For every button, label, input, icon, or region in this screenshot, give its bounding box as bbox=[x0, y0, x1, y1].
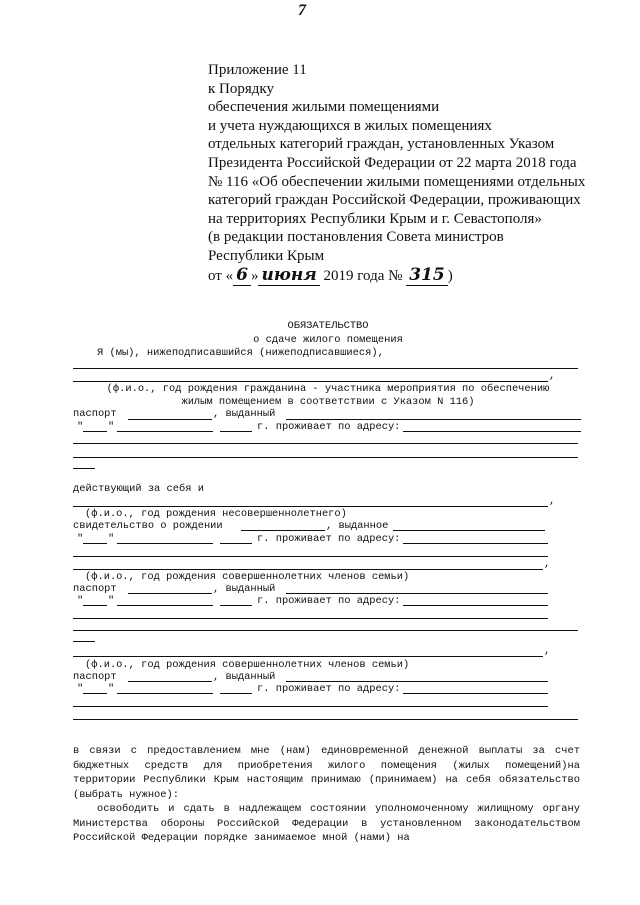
day-field[interactable] bbox=[83, 431, 107, 432]
birth-certificate-label: свидетельство о рождении bbox=[73, 520, 223, 532]
handwritten-day: 6 bbox=[233, 265, 251, 286]
passport-label: паспорт bbox=[73, 583, 117, 595]
appendix-line: к Порядку bbox=[208, 80, 274, 97]
resides-label: г. проживает по адресу: bbox=[257, 421, 401, 433]
passport-number-field[interactable] bbox=[128, 593, 212, 594]
certificate-number-field[interactable] bbox=[241, 530, 325, 531]
address-field[interactable] bbox=[403, 605, 548, 606]
day-field[interactable] bbox=[83, 605, 107, 606]
appendix-line: на территориях Республики Крым и г. Севастополя» bbox=[208, 210, 542, 227]
comma: , bbox=[544, 558, 551, 570]
comma: , bbox=[549, 370, 556, 382]
date-suffix: ) bbox=[447, 267, 453, 284]
appendix-line: обеспечения жилыми помещениями bbox=[208, 99, 440, 116]
issued-neuter-label: , выданное bbox=[326, 520, 389, 532]
address-line[interactable] bbox=[73, 618, 548, 619]
form-subtitle: о сдаче жилого помещения bbox=[253, 334, 403, 346]
comma: , bbox=[544, 645, 551, 657]
acting-for-self-label: действующий за себя и bbox=[73, 483, 204, 495]
issued-by-field[interactable] bbox=[286, 593, 548, 594]
passport-number-field[interactable] bbox=[128, 419, 212, 420]
quote-open: " bbox=[77, 421, 84, 433]
resides-label: г. проживает по адресу: bbox=[257, 683, 401, 695]
appendix-line: отдельных категорий граждан, установленных Указом bbox=[208, 136, 555, 153]
appendix-line: Республики Крым bbox=[208, 247, 325, 264]
day-field[interactable] bbox=[83, 693, 107, 694]
address-line[interactable] bbox=[73, 457, 578, 458]
quote-open: " bbox=[77, 595, 84, 607]
day-field[interactable] bbox=[83, 543, 107, 544]
quote-open: " bbox=[77, 683, 84, 695]
minor-caption: (ф.и.о., год рождения несовершеннолетнего) bbox=[85, 508, 347, 520]
appendix-line: Приложение 11 bbox=[208, 62, 307, 78]
resides-label: г. проживает по адресу: bbox=[257, 533, 401, 545]
name-line[interactable] bbox=[73, 656, 543, 657]
appendix-line: № 116 «Об обеспечении жилыми помещениями отдельных bbox=[208, 173, 586, 190]
paragraph-conditions: в связи с предоставлением мне (нам) единовременной денежной выплаты за счет бюджетных средств для приобретения жилого помещения (жилых помещений)на территории Республики Крым настоящим принимаю (принимаем) на себя обязательство (выбрать нужное): bbox=[73, 745, 580, 801]
year-field[interactable] bbox=[220, 605, 252, 606]
year-field[interactable] bbox=[220, 431, 252, 432]
form-title: ОБЯЗАТЕЛЬСТВО bbox=[287, 320, 369, 332]
date-quote: » bbox=[250, 267, 259, 284]
appendix-header bbox=[208, 61, 608, 285]
adult-caption: (ф.и.о., год рождения совершеннолетних членов семьи) bbox=[85, 571, 410, 583]
quote-close: " bbox=[108, 683, 115, 695]
name-line[interactable] bbox=[73, 381, 548, 382]
resides-label: г. проживает по адресу: bbox=[257, 595, 401, 607]
address-line[interactable] bbox=[73, 630, 578, 631]
form-intro: Я (мы), нижеподписавшийся (нижеподписавшиеся), bbox=[97, 347, 384, 359]
issued-label: , выданный bbox=[213, 408, 276, 420]
issued-label: , выданный bbox=[213, 583, 276, 595]
obligation-text bbox=[73, 744, 580, 846]
appendix-line: Президента Российской Федерации от 22 марта 2018 года bbox=[208, 154, 577, 171]
address-line[interactable] bbox=[73, 706, 548, 707]
resolution-date-line bbox=[208, 266, 608, 286]
passport-label: паспорт bbox=[73, 671, 117, 683]
address-line[interactable] bbox=[73, 443, 578, 444]
address-line[interactable] bbox=[73, 569, 543, 570]
address-line-end[interactable] bbox=[73, 641, 95, 642]
citizen-caption: (ф.и.о., год рождения гражданина - участника мероприятия по обеспечению bbox=[106, 383, 550, 395]
address-line[interactable] bbox=[73, 719, 578, 720]
quote-open: " bbox=[77, 533, 84, 545]
page-number: 7 bbox=[298, 2, 306, 19]
year-field[interactable] bbox=[220, 543, 252, 544]
address-line-end[interactable] bbox=[73, 468, 95, 469]
appendix-line: и учета нуждающихся в жилых помещениях bbox=[208, 117, 492, 134]
year-field[interactable] bbox=[220, 693, 252, 694]
certificate-issued-by-field[interactable] bbox=[393, 530, 545, 531]
month-field[interactable] bbox=[117, 543, 213, 544]
handwritten-month: июня bbox=[258, 265, 319, 286]
quote-close: " bbox=[108, 533, 115, 545]
appendix-line: категорий граждан Российской Федерации, проживающих bbox=[208, 192, 581, 209]
address-line[interactable] bbox=[73, 556, 548, 557]
appendix-line: (в редакции постановления Совета министров bbox=[208, 229, 504, 246]
month-field[interactable] bbox=[117, 693, 213, 694]
paragraph-option-vacate: освободить и сдать в надлежащем состоянии уполномоченному жилищному органу Министерства обороны Российской Федерации в установленном законодательством Российской Федерации порядке занимаемое мной (нами) на bbox=[73, 803, 580, 844]
name-line[interactable] bbox=[73, 368, 578, 369]
passport-number-field[interactable] bbox=[128, 681, 212, 682]
date-prefix: от « bbox=[208, 267, 234, 284]
citizen-caption: жилым помещением в соответствии с Указом N 116) bbox=[181, 396, 475, 408]
address-field[interactable] bbox=[403, 543, 548, 544]
quote-close: " bbox=[108, 595, 115, 607]
handwritten-number: 315 bbox=[406, 265, 448, 286]
issued-by-field[interactable] bbox=[286, 681, 548, 682]
date-year-text: 2019 года № bbox=[323, 267, 403, 284]
quote-close: " bbox=[108, 421, 115, 433]
minor-name-line[interactable] bbox=[73, 506, 548, 507]
passport-label: паспорт bbox=[73, 408, 117, 420]
address-field[interactable] bbox=[403, 693, 548, 694]
comma: , bbox=[549, 495, 556, 507]
issued-by-field[interactable] bbox=[286, 419, 581, 420]
month-field[interactable] bbox=[117, 605, 213, 606]
issued-label: , выданный bbox=[213, 671, 276, 683]
month-field[interactable] bbox=[117, 431, 213, 432]
address-field[interactable] bbox=[403, 431, 581, 432]
adult-caption: (ф.и.о., год рождения совершеннолетних членов семьи) bbox=[85, 659, 410, 671]
